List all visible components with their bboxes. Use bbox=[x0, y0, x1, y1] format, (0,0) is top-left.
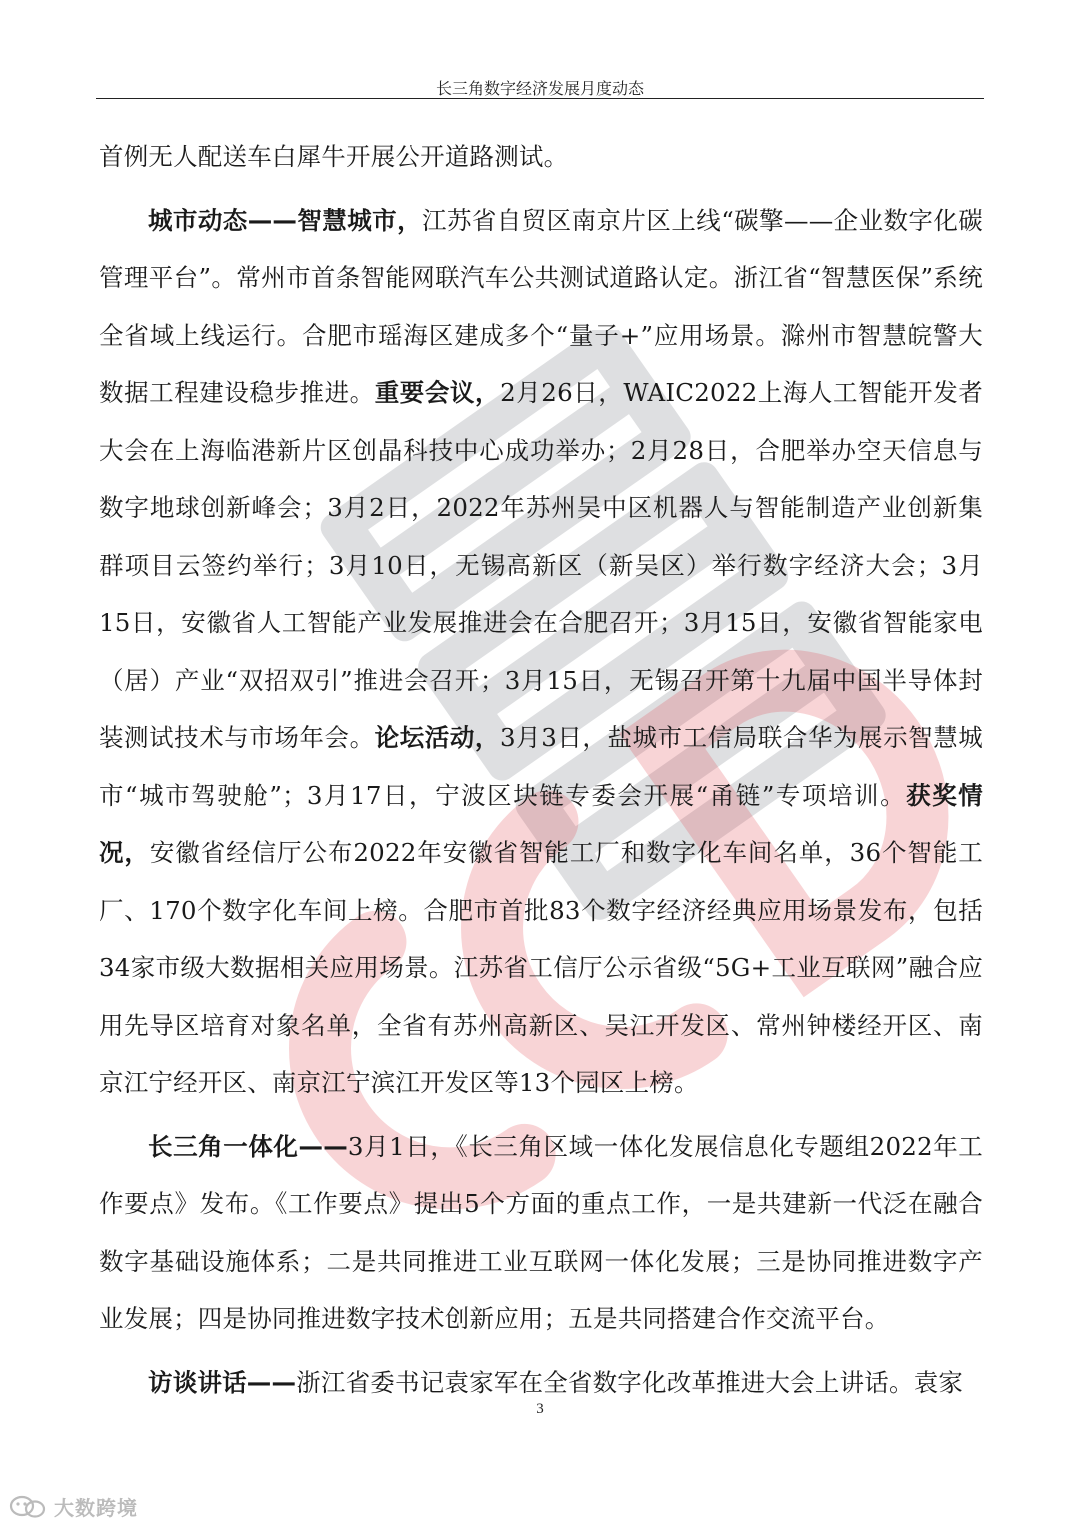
section-text-awards: 安徽省经信厅公布2022年安徽省智能工厂和数字化车间名单，36个智能工厂、170个数字化车间上榜。合肥市首批83个数字经济经典应用场景发布，包括34家市级大数据相关应用场景。江苏省工信厅公示省级“5G+工业互联网”融合应用先导区培育对象名单，全省有苏州高新区、吴江开发区、常州钟楼经开区、南京江宁经开区、南京江宁滨江开发区等13个园区上榜。 bbox=[99, 838, 983, 1097]
header-rule bbox=[96, 98, 984, 99]
paragraph-city-dynamics bbox=[99, 192, 983, 1112]
section-heading-forums: 论坛活动， bbox=[374, 723, 500, 752]
section-heading-integration: 长三角一体化—— bbox=[148, 1131, 348, 1161]
section-text-integration: 3月1日，《长三角区域一体化发展信息化专题组2022年工作要点》发布。《工作要点》提出5个方面的重点工作，一是共建新一代泛在融合数字基础设施体系；二是共同推进工业互联网一体化发展；三是协同推进数字产业发展；四是协同推进数字技术创新应用；五是共同搭建合作交流平台。 bbox=[99, 1131, 983, 1333]
section-heading-interviews: 访谈讲话—— bbox=[148, 1367, 297, 1397]
paragraph-yangtze-integration bbox=[99, 1118, 983, 1348]
section-text-forums: 3月3日，盐城市工信局联合华为展示智慧城市“城市驾驶舱”；3月17日，宁波区块链专委会开展“甬链”专项培训。 bbox=[99, 723, 984, 810]
section-heading-city: 城市动态——智慧城市， bbox=[148, 205, 423, 235]
section-heading-meetings: 重要会议， bbox=[374, 378, 501, 407]
wechat-logo-icon bbox=[8, 1495, 48, 1519]
page-number: 3 bbox=[536, 1401, 544, 1417]
body-text bbox=[99, 128, 983, 1417]
section-heading-awards: 获奖情况， bbox=[99, 780, 983, 867]
footer-watermark bbox=[8, 1492, 138, 1521]
section-text-city: 江苏省自贸区南京片区上线“碳擎——企业数字化碳管理平台”。常州市首条智能网联汽车公共测试道路认定。浙江省“智慧医保”系统全省域上线运行。合肥市瑶海区建成多个“量子+”应用场景。滁州市智慧皖警大数据工程建设稳步推进。 bbox=[99, 205, 983, 407]
paragraph-continuation: 首例无人配送车白犀牛开展公开道路测试。 bbox=[99, 142, 569, 171]
running-header: 长三角数字经济发展月度动态 bbox=[435, 79, 644, 98]
section-text-interviews: 浙江省委书记袁家军在全省数字化改革推进大会上讲话。袁家 bbox=[296, 1367, 964, 1397]
footer-watermark-text: 大数跨境 bbox=[54, 1496, 138, 1520]
paragraph-interviews bbox=[99, 1354, 983, 1412]
section-text-meetings: 2月26日，WAIC2022上海人工智能开发者大会在上海临港新片区创晶科技中心成功举办；2月28日，合肥举办空天信息与数字地球创新峰会；3月2日，2022年苏州吴中区机器人与智能制造产业创新集群项目云签约举行；3月10日，无锡高新区（新吴区）举行数字经济大会；3月15日，安徽省人工智能产业发展推进会在合肥召开；3月15日，安徽省智能家电（居）产业“双招双引”推进会召开；3月15日，无锡召开第十九届中国半导体封装测试技术与市场年会。 bbox=[99, 378, 984, 752]
